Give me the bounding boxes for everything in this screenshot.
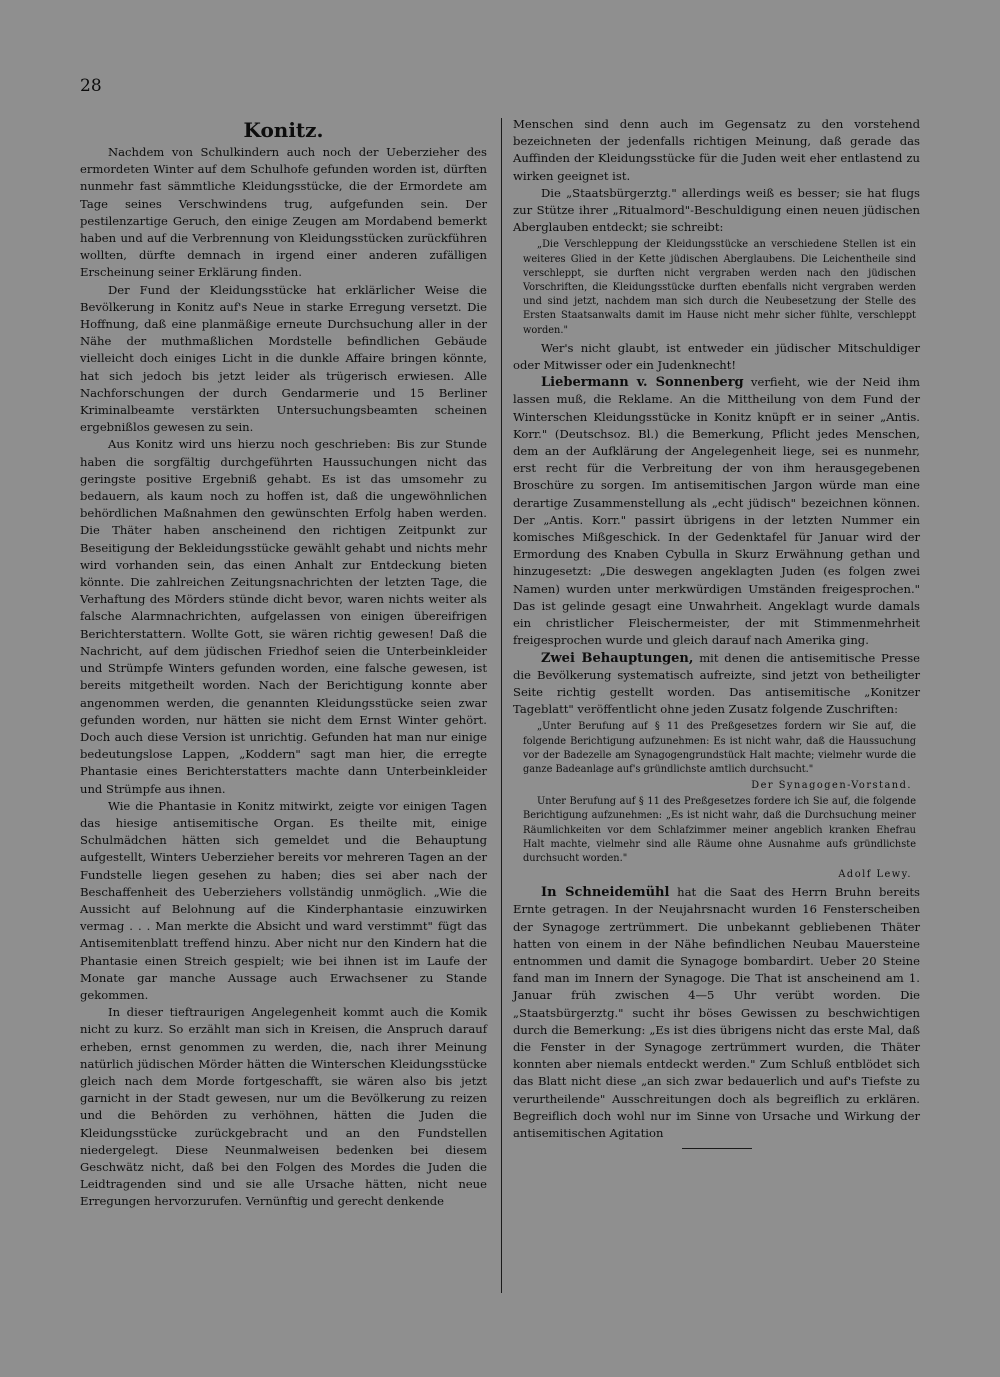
section-text: verfieht, wie der Neid ihm lassen muß, die Reklame. An die Mittheilung von dem Fund der Winterschen Kleidungsstücke in Konitz knüpft er in seiner „Antis. Korr." (Deutschsoz. Bl.) die Bemerkung, Pflicht jedes Menschen, dem an der Aufklärung der Angelegenheit liege, sei es nunmehr, erst recht für die Verbreitung der von ihm herausgegebenen Broschüre zu sorgen. Im antisemitischen Jargon würde man eine derartige Zusammenstellung als „echt jüdisch" bezeichnen können. Der „Antis. Korr." passirt übrigens in der letzten Nummer ein komisches Mißgeschick. In der Gedenktafel für Januar wird der Ermordung des Knaben Cybulla in Skurz Erwähnung gethan und hinzugesetzt: „Die deswegen angeklagten Juden (es folgen zwei Namen) wurden unter merkwürdigen Umständen freigesprochen." Das ist gelinde gesagt eine Unwahrheit. Angeklagt wurde damals ein christlicher Fleischermeister, der mit Stimmenmehrheit freigesprochen wurde und gleich darauf nach Amerika ging. — [513, 375, 921, 648]
paragraph: Menschen sind denn auch im Gegensatz zu den vorstehend bezeichneten der jedenfalls richtigen Meinung, daß gerade das Auffinden der Kleidungsstücke für die Juden weit eher entlastend zu wirken geeignet ist. — [513, 117, 920, 183]
block-quote: „Die Verschleppung der Kleidungsstücke an verschiedene Stellen ist ein weiteres Glied in der Kette jüdischen Aberglaubens. Die Leichentheile sind verschleppt, sie durften nicht vergraben werden nach den jüdischen Vorschriften, die Kleidungsstücke durften ebenfalls nicht vergraben werden und sind jetzt, nachdem man sich durch die Neubesetzung der Stelle des Ersten Staatsanwalts damit im Hause nicht mehr sicher fühlte, verschleppt worden." — [523, 239, 916, 336]
signature: Der Synagogen-Vorstand. — [751, 780, 912, 792]
right-column — [513, 116, 920, 1149]
paragraph — [513, 884, 920, 1142]
paragraph: Wer's nicht glaubt, ist entweder ein jüdischer Mitschuldiger oder Mitwisser oder ein Judenknecht! — [513, 340, 920, 373]
block-quote: Unter Berufung auf § 11 des Preßgesetzes fordere ich Sie auf, die folgende Berichtigung aufzunehmen: „Es ist nicht wahr, daß die Durchsuchung meiner Räumlichkeiten vor dem Schlafzimmer meiner angeblich kranken Ehefrau Halt machte, vielmehr sind alle Räume ohne Ausnahme aufs gründlichste durchsucht worden." — [523, 796, 916, 864]
section-text: mit denen die antisemitische Presse die Bevölkerung systematisch aufreizte, sind jetzt von betheiligter Seite richtig gestellt worden. Das antisemitische „Konitzer Tageblatt" veröffentlicht ohne jeden Zusatz folgende Zuschriften: — [513, 650, 921, 717]
article-title: Konitz. — [243, 118, 324, 142]
paragraph: In dieser tieftraurigen Angelegenheit kommt auch die Komik nicht zu kurz. So erzählt man sich in Kreisen, die Anspruch darauf erheben, ernst genommen zu werden, die, nach ihrer Meinung natürlich jüdischen Mörder hätten die Winterschen Kleidungsstücke gleich nach dem Morde fortgeschafft, sie wären also bis jetzt garnicht in der Stadt gewesen, nur um die Bevölkerung zu reizen und die Behörden zu verhöhnen, hätten die Juden die Kleidungsstücke zurückgebracht und an den Fundstellen niedergelegt. Diese Neunmalweisen bedenken bei diesem Geschwätz nicht, daß bei den Folgen des Mordes die Juden die Leidtragenden sind und sie alle Ursache hätten, nicht neue Erregungen hervorzurufen. Vernünftig und gerecht denkende — [80, 1005, 487, 1209]
paragraph: Aus Konitz wird uns hierzu noch geschrieben: Bis zur Stunde haben die sorgfältig durchgeführten Haussuchungen nicht das geringste positive Ergebniß gehabt. Es ist das umsomehr zu bedauern, als kaum noch zu hoffen ist, daß die ungewöhnlichen behördlichen Maßnahmen den gewünschten Erfolg haben werden. Die Thäter haben anscheinend den richtigen Zeitpunkt zur Beseitigung der Bekleidungsstücke gewählt gehabt und nichts mehr wird vorhanden sein, das einen Anhalt zur Entdeckung bieten könnte. Die zahlreichen Zeitungsnachrichten der letzten Tage, die Verhaftung des Mörders stünde dicht bevor, waren nichts weiter als falsche Alarmnachrichten, aufgelassen von einigen übereifrigen Berichterstattern. Wollte Gott, sie wären richtig gewesen! Daß die Nachricht, auf dem jüdischen Friedhof seien die Unterbeinkleider und Strümpfe Winters gefunden worden, eine falsche gewesen, ist bereits mitgetheilt worden. Nach der Berichtigung konnte aber angenommen werden, die genannten Kleidungsstücke seien zwar gefunden worden, nur hätten sie nicht dem Ernst Winter gehört. Doch auch diese Version ist unrichtig. Gefunden hat man nur einige bedeutungslose Lappen, „Koddern" sagt man hier, die erregte Phantasie eines Berichterstatters machte dann Unterbeinkleider und Strümpfe aus ihnen. — [80, 437, 487, 796]
left-column — [80, 116, 487, 1211]
section-lead: Liebermann v. Sonnenberg — [541, 375, 744, 391]
signature: Adolf Lewy. — [838, 869, 912, 881]
section-lead: In Schneidemühl — [541, 885, 670, 901]
section-text: hat die Saat des Herrn Bruhn bereits Ernte getragen. In der Neujahrsnacht wurden 16 Fensterscheiben der Synagoge zertrümmert. Die unbekannt gebliebenen Thäter hatten von einem in der Nähe befindlichen Neubau Mauersteine entnommen und damit die Synagoge bombardirt. Ueber 20 Steine fand man im Innern der Synagoge. Die That ist anscheinend am 1. Januar früh zwischen 4—5 Uhr verübt worden. Die „Staatsbürgerztg." sucht ihr böses Gewissen zu beschwichtigen durch die Bemerkung: „Es ist dies übrigens nicht das erste Mal, daß die Fenster in der Synagoge zertrümmert wurden, die Thäter konnten aber niemals entdeckt werden." Zum Schluß entblödet sich das Blatt nicht diese „an sich zwar bedauerlich und auf's Tiefste zu verurtheilende" Ausschreitungen doch als begreiflich zu erklären. Begreiflich doch wohl nur im Sinne von Ursache und Wirkung der antisemitischen Agitation — [513, 885, 921, 1140]
column-divider — [501, 118, 502, 1293]
paragraph — [513, 650, 920, 719]
end-rule — [682, 1148, 752, 1149]
page-number: 28 — [80, 76, 102, 96]
paragraph: Die „Staatsbürgerztg." allerdings weiß es besser; sie hat flugs zur Stütze ihrer „Ritualmord"-Beschuldigung einen neuen jüdischen Aberglauben entdeckt; sie schreibt: — [513, 185, 920, 235]
paragraph: Der Fund der Kleidungsstücke hat erklärlicher Weise die Bevölkerung in Konitz auf's Neue in starke Erregung versetzt. Die Hoffnung, daß eine planmäßige erneute Durchsuchung aller in der Nähe der muthmaßlichen Mordstelle befindlichen Gebäude vielleicht doch einiges Licht in die dunkle Affaire bringen könnte, hat sich jedoch bis jetzt leider als trügerisch erwiesen. Alle Nachforschungen der durch Gendarmerie und 15 Berliner Kriminalbeamte verstärkten Untersuchungsbeamten scheinen ergebnißlos gewesen zu sein. — [80, 282, 487, 435]
paragraph: Wie die Phantasie in Konitz mitwirkt, zeigte vor einigen Tagen das hiesige antisemitische Organ. Es theilte mit, einige Schulmädchen hätten sich gemeldet und die Behauptung aufgestellt, Winters Ueberzieher bereits vor mehreren Tagen an der Fundstelle liegen gesehen zu haben; dies sei aber nach der Beschaffenheit des Ueberziehers vollständig unmöglich. „Wie die Aussicht auf Belohnung auf die Kinderphantasie einzuwirken vermag . . . Man merkte die Absicht und ward verstimmt" fügt das Antisemitenblatt treffend hinzu. Aber nicht nur den Kindern hat die Phantasie einen Streich gespielt; wie bei ihnen ist im Laufe der Monate gar manche Aussage auch Erwachsener zu Stande gekommen. — [80, 798, 487, 1002]
block-quote: „Unter Berufung auf § 11 des Preßgesetzes fordern wir Sie auf, die folgende Berichtigung aufzunehmen: Es ist nicht wahr, daß die Haussuchung vor der Badezelle am Synagogengrundstück Halt machte; vielmehr wurde die ganze Badeanlage auf's gründlichste amtlich durchsucht." — [523, 721, 916, 775]
paragraph: Nachdem von Schulkindern auch noch der Ueberzieher des ermordeten Winter auf dem Schulhofe gefunden worden ist, dürften nunmehr fast sämmtliche Kleidungsstücke, die der Ermordete am Tage seines Verschwindens trug, aufgefunden sein. Der pestilenzartige Geruch, den einige Zeugen am Mordabend bemerkt haben und auf die Verbrennung von Kleidungsstücken zurückführen wollten, dürfte demnach in irgend einer anderen zufälligen Erscheinung seiner Erklärung finden. — [80, 145, 487, 280]
section-lead: Zwei Behauptungen, — [541, 650, 694, 666]
paragraph — [513, 374, 920, 649]
